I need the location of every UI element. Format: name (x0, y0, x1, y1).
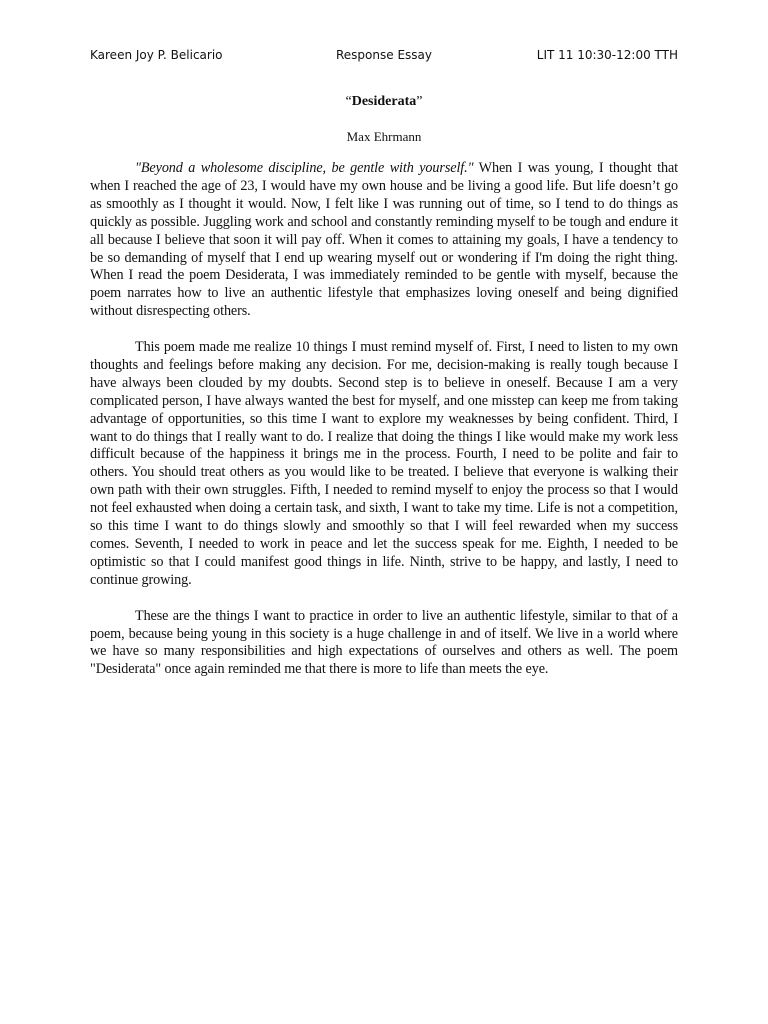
title-open-quote: “ (345, 94, 352, 109)
title-name: Desiderata (351, 94, 417, 109)
title-close-quote: ” (416, 94, 423, 109)
opening-quote: "Beyond a wholesome discipline, be gentle with yourself." (135, 160, 474, 176)
poem-author: Max Ehrmann (346, 129, 422, 144)
essay-title (90, 93, 678, 111)
paragraph-1 (90, 160, 678, 321)
header-author-name: Kareen Joy P. Belicario (90, 48, 223, 62)
essay-body (90, 160, 678, 697)
header-doc-type: Response Essay (336, 48, 432, 62)
header-course: LIT 11 10:30-12:00 TTH (536, 48, 678, 62)
document-page (90, 0, 678, 1024)
paragraph-3: These are the things I want to practice in order to live an authentic lifestyle, similar to that of a poem, because being young in this society is a huge challenge in and of itself. We live in a world where we have so many responsibilities and high expectations of ourselves and others as well. The poem "Desiderata" once again reminded me that there is more to life than meets the eye. (90, 607, 678, 678)
paragraph-1-text: When I was young, I thought that when I reached the age of 23, I would have my own house and be living a good life. But life doesn’t go as smoothly as I thought it would. Now, I felt like I was running out of time, so I tend to do things as quickly as possible. Juggling work and school and constantly reminding myself to be tough and endure it all because I believe that soon it will pay off. When it comes to attaining my goals, I have a tendency to be so demanding of myself that I end up wearing myself out or wondering if I'm doing the right thing. When I read the poem Desiderata, I was immediately reminded to be gentle with myself, because the poem narrates how to live an authentic lifestyle that emphasizes loving oneself and being dignified without disrespecting others. (90, 160, 678, 320)
paragraph-2: This poem made me realize 10 things I must remind myself of. First, I need to listen to my own thoughts and feelings before making any decision. For me, decision-making is really tough because I have always been clouded by my doubts. Second step is to believe in oneself. Because I am a very complicated person, I have always wanted the best for myself, and one misstep can keep me from taking advantage of opportunities, so this time I want to explore my weaknesses by being confident. Third, I want to do things that I really want to do. I realize that doing the things I like would make my work less difficult because of the happiness it brings me in the process. Fourth, I need to be polite and fair to others. You should treat others as you would like to be treated. I believe that everyone is walking their own path with their own struggles. Fifth, I needed to remind myself to enjoy the process so that I would not feel exhausted when doing a certain task, and sixth, I want to take my time. Life is not a competition, so this time I want to do things slowly and smoothly so that I will feel rewarded when my success comes. Seventh, I needed to work in peace and let the success speak for me. Eighth, I needed to be optimistic so that I could manifest good things in life. Ninth, strive to be happy, and lastly, I need to continue growing. (90, 339, 678, 588)
page-header (90, 46, 678, 64)
